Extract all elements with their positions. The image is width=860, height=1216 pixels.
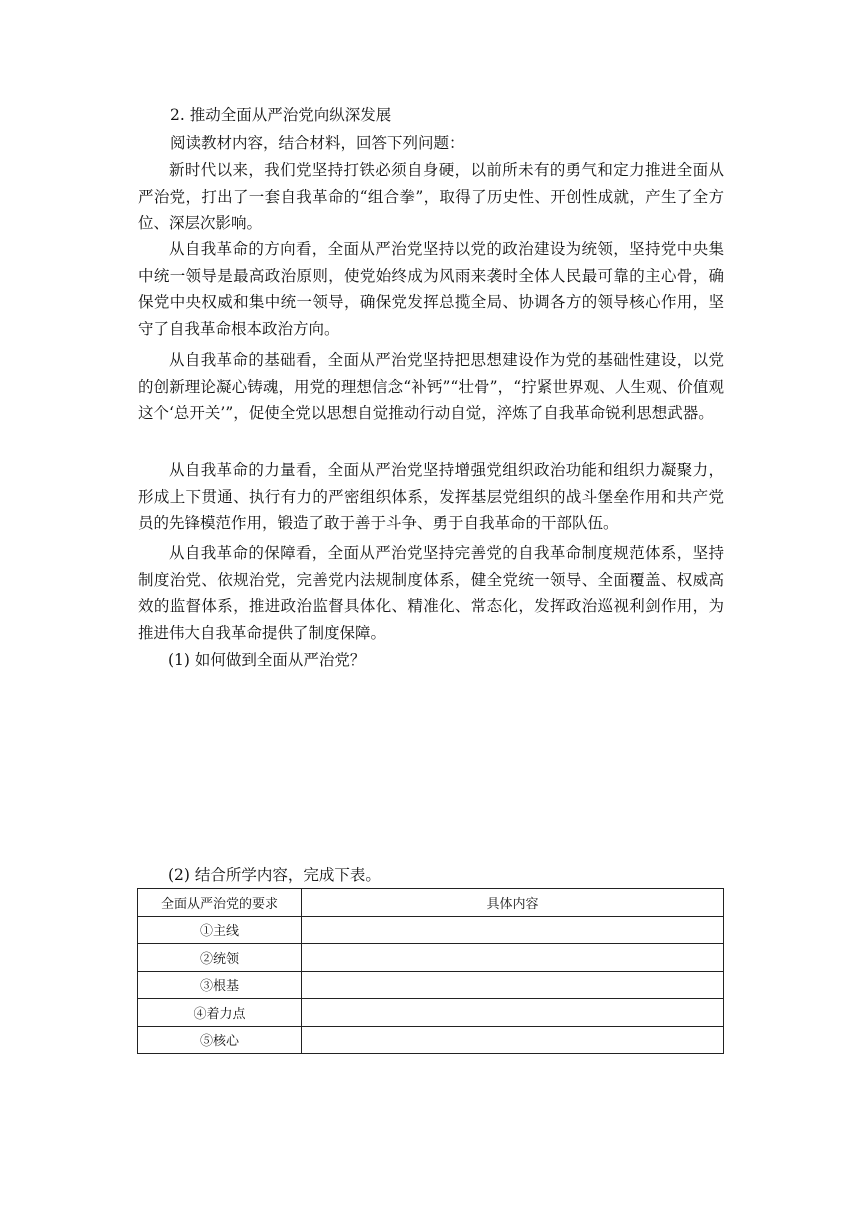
requirements-table xyxy=(137,888,724,1054)
requirement-label: ②统领 xyxy=(138,944,302,972)
section-title: 2. 推动全面从严治党向纵深发展 xyxy=(170,106,392,124)
table-row xyxy=(138,971,724,999)
requirement-label: ④着力点 xyxy=(138,999,302,1027)
material-paragraph-4: 从自我革命的力量看，全面从严治党坚持增强党组织政治功能和组织力凝聚力，形成上下贯通、执行有力的严密组织体系，发挥基层党组织的战斗堡垒作用和共产党员的先锋模范作用，锻造了敢于善于斗争、勇于自我革命的干部队伍。 xyxy=(138,461,724,532)
answer-cell[interactable] xyxy=(302,971,724,999)
requirement-label: ⑤核心 xyxy=(138,1026,302,1054)
answer-cell[interactable] xyxy=(302,944,724,972)
table-row xyxy=(138,999,724,1027)
requirement-label: ③根基 xyxy=(138,971,302,999)
answer-cell[interactable] xyxy=(302,916,724,944)
question-1: (1) 如何做到全面从严治党？ xyxy=(168,651,366,669)
material-paragraph-5: 从自我革命的保障看，全面从严治党坚持完善党的自我革命制度规范体系，坚持制度治党、依规治党，完善党内法规制度体系，健全党统一领导、全面覆盖、权威高效的监督体系，推进政治监督具体化、精准化、常态化，发挥政治巡视利剑作用，为推进伟大自我革命提供了制度保障。 xyxy=(138,544,724,642)
requirement-label: ①主线 xyxy=(138,916,302,944)
instruction-text: 阅读教材内容，结合材料，回答下列问题： xyxy=(170,134,465,152)
table-row xyxy=(138,1026,724,1054)
question-2: (2) 结合所学内容，完成下表。 xyxy=(168,866,381,884)
table-row xyxy=(138,944,724,972)
table-header: 具体内容 xyxy=(302,889,724,917)
table-header-row xyxy=(138,889,724,917)
table-header: 全面从严治党的要求 xyxy=(138,889,302,917)
material-paragraph-3: 从自我革命的基础看，全面从严治党坚持把思想建设作为党的基础性建设，以党的创新理论凝心铸魂，用党的理想信念“补钙”“壮骨”，“拧紧世界观、人生观、价值观这个‘总开关’”，促使全党以思想自觉推动行动自觉，淬炼了自我革命锐利思想武器。 xyxy=(138,351,724,422)
material-paragraph-2: 从自我革命的方向看，全面从严治党坚持以党的政治建设为统领，坚持党中央集中统一领导是最高政治原则，使党始终成为风雨来袭时全体人民最可靠的主心骨，确保党中央权威和集中统一领导，确保党发挥总揽全局、协调各方的领导核心作用，坚守了自我革命根本政治方向。 xyxy=(138,240,724,338)
answer-cell[interactable] xyxy=(302,1026,724,1054)
answer-cell[interactable] xyxy=(302,999,724,1027)
table-row xyxy=(138,916,724,944)
material-paragraph-1: 新时代以来，我们党坚持打铁必须自身硬，以前所未有的勇气和定力推进全面从严治党，打出了一套自我革命的“组合拳”，取得了历史性、开创性成就，产生了全方位、深层次影响。 xyxy=(138,161,724,232)
